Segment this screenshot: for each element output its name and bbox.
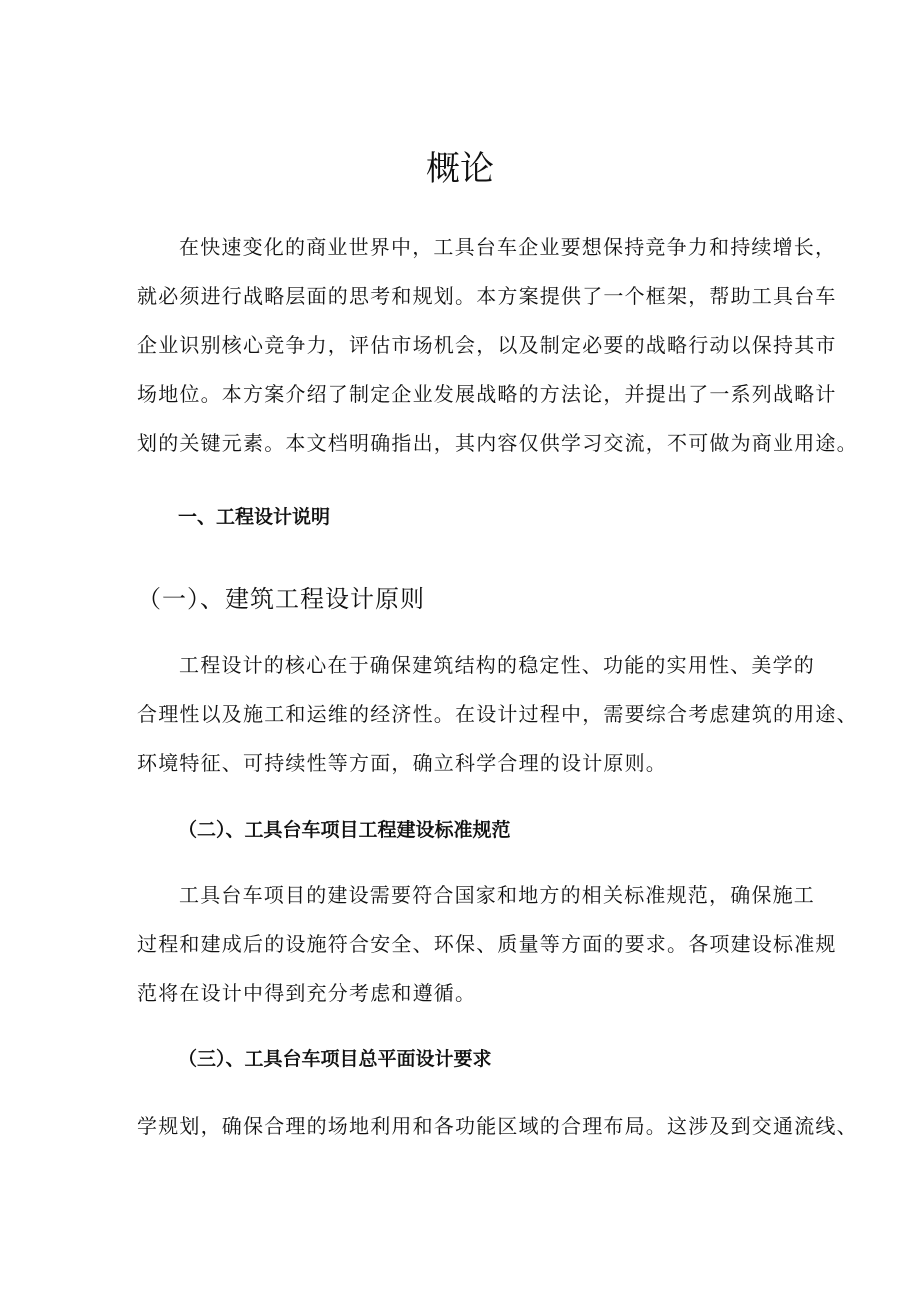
paragraph-line: 过程和建成后的设施符合安全、环保、质量等方面的要求。各项建设标准规 [137, 932, 837, 956]
intro-line: 企业识别核心竞争力，评估市场机会，以及制定必要的战略行动以保持其市 [137, 333, 837, 357]
subsection-heading: （二）、工具台车项目工程建设标准规范 [178, 819, 511, 841]
intro-line: 划的关键元素。本文档明确指出，其内容仅供学习交流，不可做为商业用途。 [137, 431, 858, 455]
paragraph-line: 范将在设计中得到充分考虑和遵循。 [137, 981, 477, 1005]
paragraph-line: 工具台车项目的建设需要符合国家和地方的相关标准规范，确保施工 [179, 883, 815, 907]
site-plan-paragraph [137, 1102, 858, 1151]
page-title: 概论 [426, 149, 494, 189]
intro-line: 就必须进行战略层面的思考和规划。本方案提供了一个框架，帮助工具台车 [137, 284, 837, 308]
paragraph-line: 工程设计的核心在于确保建筑结构的稳定性、功能的实用性、美学的 [179, 653, 815, 677]
section-heading: 一、工程设计说明 [178, 506, 331, 528]
design-principles-paragraph [137, 641, 858, 788]
paragraph-line: 环境特征、可持续性等方面，确立科学合理的设计原则。 [137, 751, 667, 775]
standards-paragraph [137, 871, 837, 1018]
subsection-heading: （一）、建筑工程设计原则 [137, 585, 425, 613]
intro-paragraph [137, 223, 858, 468]
intro-line: 场地位。本方案介绍了制定企业发展战略的方法论，并提出了一系列战略计 [137, 382, 837, 406]
subsection-heading: （三）、工具台车项目总平面设计要求 [178, 1048, 492, 1070]
paragraph-line: 合理性以及施工和运维的经济性。在设计过程中，需要综合考虑建筑的用途、 [137, 702, 858, 726]
paragraph-line: 学规划，确保合理的场地利用和各功能区域的合理布局。这涉及到交通流线、 [137, 1114, 858, 1138]
intro-line: 在快速变化的商业世界中，工具台车企业要想保持竞争力和持续增长， [179, 235, 837, 259]
